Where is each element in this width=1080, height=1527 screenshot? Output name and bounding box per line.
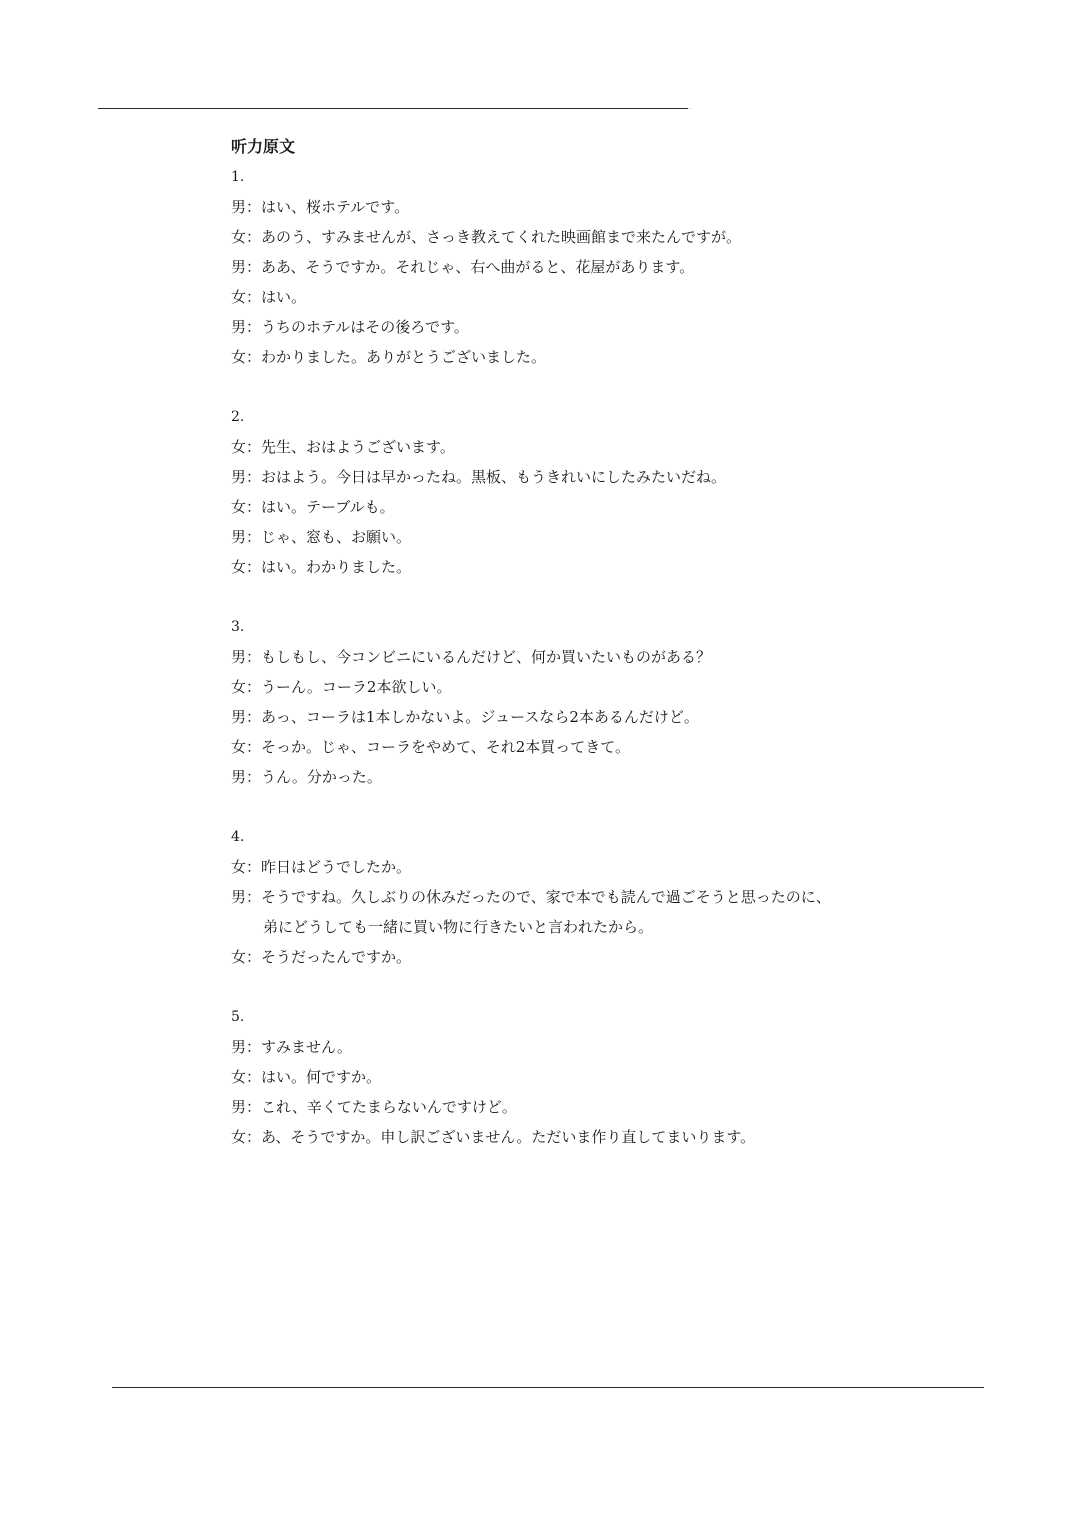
- line-text: うちのホテルはその後ろです。: [261, 318, 469, 336]
- dialogue-line: [231, 762, 871, 792]
- speaker-label: 男 ：: [231, 768, 261, 786]
- dialogue-line: [231, 672, 871, 702]
- line-text: 昨日はどうでしたか。: [261, 858, 412, 876]
- line-text: あっ、コーラは1本しかないよ。ジュースなら2本あるんだけど。: [261, 708, 699, 726]
- line-text: あのう、すみませんが、さっき教えてくれた映画館まで来たんですが。: [261, 228, 742, 246]
- speaker-label: 男 ：: [231, 888, 261, 906]
- line-text: あ、そうですか。申し訳ございません。ただいま作り直してまいります。: [261, 1128, 756, 1146]
- line-text: そっか。じゃ、コーラをやめて、それ2本買ってきて。: [261, 738, 630, 756]
- bottom-rule: [112, 1387, 984, 1388]
- dialogue-line: [231, 1092, 871, 1122]
- dialogue-number: 1.: [231, 169, 245, 185]
- dialogue-line: [231, 222, 871, 252]
- speaker-label: 女 ：: [231, 858, 261, 876]
- line-text: わかりました。ありがとうございました。: [261, 348, 547, 366]
- speaker-label: 女 ：: [231, 348, 261, 366]
- line-text: うーん。コーラ2本欲しい。: [261, 678, 452, 696]
- dialogue-line: [231, 192, 871, 222]
- line-text: はい。何ですか。: [261, 1068, 382, 1086]
- dialogue-4: [231, 822, 871, 972]
- line-text: これ、辛くてたまらないんですけど。: [261, 1098, 517, 1116]
- dialogue-line: [231, 852, 871, 882]
- line-text: うん。分かった。: [261, 768, 382, 786]
- speaker-label: 女 ：: [231, 738, 261, 756]
- speaker-label: 女 ：: [231, 1068, 261, 1086]
- dialogue-line: [231, 342, 871, 372]
- dialogue-line: [231, 912, 871, 942]
- dialogue-line: [231, 522, 871, 552]
- dialogue-line: [231, 492, 871, 522]
- speaker-label: 女 ：: [231, 678, 261, 696]
- dialogue-line: [231, 282, 871, 312]
- speaker-label: 男 ：: [231, 318, 261, 336]
- line-text: ああ、そうですか。それじゃ、右へ曲がると、花屋があります。: [261, 258, 695, 276]
- dialogue-line: [231, 552, 871, 582]
- dialogue-line: [231, 252, 871, 282]
- dialogue-number: 4.: [231, 829, 245, 845]
- dialogue-line: [231, 942, 871, 972]
- speaker-label: 女 ：: [231, 228, 261, 246]
- speaker-label: 女 ：: [231, 1128, 261, 1146]
- dialogue-line: [231, 732, 871, 762]
- speaker-label: 男 ：: [231, 258, 261, 276]
- speaker-label: 女 ：: [231, 558, 261, 576]
- line-text: はい。テーブルも。: [261, 498, 395, 516]
- dialogue-line: [231, 432, 871, 462]
- dialogue-line: [231, 312, 871, 342]
- speaker-label: 男 ：: [231, 528, 261, 546]
- dialogue-number: 5.: [231, 1009, 245, 1025]
- dialogue-line: [231, 702, 871, 732]
- speaker-label: 男 ：: [231, 1098, 261, 1116]
- dialogue-line: [231, 882, 871, 912]
- dialogue-list: [231, 162, 871, 1152]
- line-text: おはよう。今日は早かったね。黒板、もうきれいにしたみたいだね。: [261, 468, 727, 486]
- speaker-label: 女 ：: [231, 498, 261, 516]
- top-rule: [98, 108, 688, 109]
- dialogue-3: [231, 612, 871, 792]
- dialogue-line: [231, 1032, 871, 1062]
- speaker-label: 男 ：: [231, 1038, 261, 1056]
- speaker-label: 女 ：: [231, 288, 261, 306]
- line-text: そうだったんですか。: [261, 948, 412, 966]
- line-text: はい、桜ホテルです。: [261, 198, 410, 216]
- document-title: 听力原文: [231, 137, 296, 156]
- line-text: はい。: [261, 288, 307, 306]
- dialogue-2: [231, 402, 871, 582]
- line-text: 先生、おはようございます。: [261, 438, 455, 456]
- speaker-label: 女 ：: [231, 438, 261, 456]
- document-body: [231, 132, 871, 1182]
- speaker-label: 男 ：: [231, 648, 261, 666]
- line-text: 弟にどうしても一緒に買い物に行きたいと言われたから。: [263, 918, 654, 936]
- line-text: はい。わかりました。: [261, 558, 412, 576]
- dialogue-line: [231, 1062, 871, 1092]
- line-text: もしもし、今コンビニにいるんだけど、何か買いたいものがある？: [261, 648, 712, 666]
- dialogue-5: [231, 1002, 871, 1152]
- speaker-label: 女 ：: [231, 948, 261, 966]
- dialogue-1: [231, 162, 871, 372]
- dialogue-line: [231, 1122, 871, 1152]
- dialogue-number: 3.: [231, 619, 245, 635]
- dialogue-line: [231, 642, 871, 672]
- speaker-label: 男 ：: [231, 198, 261, 216]
- line-text: すみません。: [261, 1038, 352, 1056]
- dialogue-line: [231, 462, 871, 492]
- speaker-label: 男 ：: [231, 708, 261, 726]
- speaker-label: 男 ：: [231, 468, 261, 486]
- dialogue-number: 2.: [231, 409, 245, 425]
- line-text: じゃ、窓も、お願い。: [261, 528, 412, 546]
- line-text: そうですね。久しぶりの休みだったので、家で本でも読んで過ごそうと思ったのに、: [261, 888, 831, 906]
